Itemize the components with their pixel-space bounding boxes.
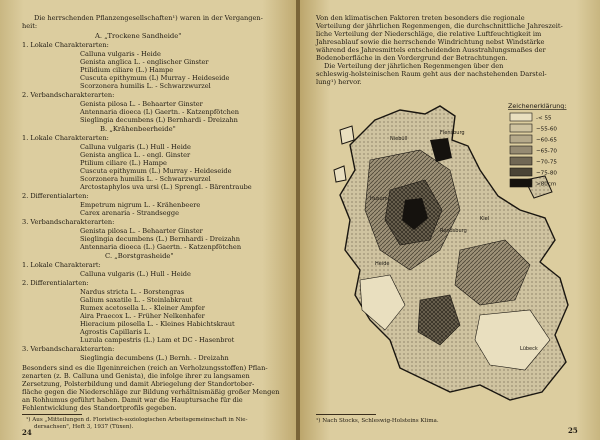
a1-heading: 1. Lokale Charakterarten: [22, 41, 109, 49]
a1-item: Genista anglica L. - englischer Ginster [80, 58, 209, 66]
paragraph-line: lung¹) hervor. [316, 78, 362, 86]
paragraph-line: Verteilung der jährlichen Regenmengen, die durchschnittliche Jahreszeit- [316, 22, 563, 30]
legend-swatch [510, 157, 532, 165]
page-number-left: 24 [22, 428, 32, 437]
b2-item: Empetrum nigrum L. - Krähenbeere [80, 201, 201, 209]
left-page [0, 0, 298, 440]
c3-heading: 3. Verbandscharakterarten: [22, 345, 115, 353]
legend-swatch [510, 135, 532, 143]
section-c-heading: C. „Borstgrasheide" [105, 252, 174, 260]
paragraph-line: Fehlentwicklung des Standortprofils gegeben. [22, 404, 177, 412]
paragraph-line: während des Jahresmittels entscheidenden Ausstrahlungsmaßes der [316, 46, 546, 54]
paragraph-line: liche Verteilung der Niederschläge, die relative Luftfeuchtigkeit im [316, 30, 542, 38]
legend-swatch [510, 168, 532, 176]
paragraph-line: Zersetzung, Polsterbildung und damit Abriegelung der Standortober- [22, 380, 255, 388]
b2-heading: 2. Differentialarten: [22, 192, 89, 200]
b1-item: Genista anglica L. - engl. Ginster [80, 151, 191, 159]
map-island [334, 166, 346, 182]
a1-item: Ptilidium ciliare (L.) Hampe [80, 66, 174, 74]
c2-item: Rumex acetosella L. - Kleiner Ampfer [80, 304, 205, 312]
intro-line-2: heit: [22, 22, 38, 30]
legend-label: >80cm [536, 181, 557, 188]
c1-heading: 1. Lokale Charakterart: [22, 261, 101, 269]
map-legend [508, 102, 567, 188]
legend-label: -< 55 [536, 115, 552, 122]
paragraph-line: zenarten (z. B. Calluna und Genista), die infolge ihrer zu langsamen [22, 372, 250, 380]
b3-item: Antennaria dioeca (L.) Gaertn. - Katzenpfötchen [80, 243, 242, 251]
footnote-line: ¹) Nach Stocks, Schleswig-Holsteins Klima. [316, 418, 439, 424]
map-label: Flensburg [440, 130, 465, 136]
b1-item: Calluna vulgaris (L.) Hull - Heide [80, 143, 191, 151]
map-island [340, 126, 354, 144]
map-label: Kiel [480, 216, 490, 222]
a2-item: Genista pilosa L. - Behaarter Ginster [80, 100, 203, 108]
legend-swatch [510, 124, 532, 132]
paragraph-line: fläche gegen die Niederschläge zur Bildung verhältnismäßig großer Mengen [22, 388, 280, 396]
c1-item: Calluna vulgaris (L.) Hull - Heide [80, 270, 191, 278]
c3-item: Sieglingia decumbens (L.) Bernh. - Dreizahn [80, 354, 229, 362]
footnote-rule [316, 414, 376, 415]
legend-label: ~75-80 [536, 170, 557, 177]
a2-item: Antennaria dioeca (L) Gaertn. - Katzenpfötchen [80, 108, 239, 116]
paragraph-line: Die Verteilung der jährlichen Regenmengen über den [324, 62, 504, 70]
page-number-right: 25 [568, 426, 578, 435]
paragraph-line: an Rohhumus geführt haben. Damit war die Hauptursache für die [22, 396, 243, 404]
c2-item: Nardus stricta L. - Borstengras [80, 288, 185, 296]
footnote-line: ¹) Aus „Mitteilungen d. Floristisch-soziologischen Arbeitsgemeinschaft in Nie- [26, 417, 248, 423]
a2-item: Sieglingia decumbens (L) Bernhardi - Dreizahn [80, 116, 238, 124]
legend-label: ~70-75 [536, 159, 557, 166]
a1-item: Calluna vulgaris - Heide [80, 50, 161, 58]
rainfall-map [330, 100, 580, 410]
footnote-line: dersachsen", Heft 3, 1937 (Tüxen). [34, 424, 134, 430]
a1-item: Scorzonera humilis L. - Schwarzwurzel [80, 82, 211, 90]
b1-item: Arctostaphylos uva ursi (L.) Sprengl. - Bärentraube [80, 183, 252, 191]
paragraph-line: Von den klimatischen Faktoren treten besonders die regionale [316, 14, 525, 22]
section-b-heading: B. „Krähenbeerheide" [100, 125, 176, 133]
c2-item: Galium saxatile L. - Steinlabkraut [80, 296, 193, 304]
legend-swatch [510, 113, 532, 121]
b1-item: Ptilium ciliare (L.) Hampe [80, 159, 167, 167]
b1-heading: 1. Lokale Charakterarten: [22, 134, 109, 142]
section-a-heading: A. „Trockene Sandheide" [95, 32, 182, 40]
legend-label: ~60-65 [536, 137, 557, 144]
map-label: Lübeck [520, 346, 538, 352]
map-label: Heide [375, 261, 390, 267]
paragraph-line: Besonders sind es die Ilgeninreichen (reich an Verholzungsstoffen) Pflan- [22, 364, 268, 372]
b3-item: Genista pilosa L. - Behaarter Ginster [80, 227, 203, 235]
legend-swatch [510, 146, 532, 154]
b1-item: Cuscuta epithymum (L.) Murray - Heideseide [80, 167, 232, 175]
legend-swatch [510, 179, 532, 187]
map-label: Husum [370, 196, 388, 202]
legend-label: ~55-60 [536, 126, 557, 133]
paragraph-line: schleswig-holsteinischen Raum geht aus der nachstehenden Darstel- [316, 70, 547, 78]
c2-item: Aira Praecox L. - Früher Nelkenhafer [80, 312, 205, 320]
legend-title: Zeichenerklärung: [508, 102, 567, 110]
b2-item: Carex arenaria - Strandsegge [80, 209, 179, 217]
legend-label: ~65-70 [536, 148, 557, 155]
c2-item: Hieracium pilosella L. - Kleines Habichtskraut [80, 320, 235, 328]
a2-heading: 2. Verbandscharakterarten: [22, 91, 115, 99]
map-label: Niebüll [390, 136, 408, 142]
c2-heading: 2. Differentialarten: [22, 279, 89, 287]
b3-item: Sieglingia decumbens (L.) Bernhardi - Dreizahn [80, 235, 241, 243]
a1-item: Cuscuta epithymum (L) Murray - Heideseide [80, 74, 230, 82]
intro-line: Die herrschenden Pflanzengesellschaften¹) waren in der Vergangen- [34, 14, 263, 22]
paragraph-line: Bodenoberfläche in den Vordergrund der Betrachtungen. [316, 54, 508, 62]
c2-item: Luzula campestris (L.) Lam et DC - Hasenbrot [80, 336, 235, 344]
footnote-rule [22, 414, 82, 415]
map-label: Rendsburg [440, 228, 467, 234]
b3-heading: 3. Verbandscharakterarten: [22, 218, 115, 226]
c2-item: Agrostis Capillaris L. [80, 328, 151, 336]
b1-item: Scorzonera humilis L. - Schwarzwurzel [80, 175, 211, 183]
paragraph-line: Jahresablauf sowie die herrschende Windrichtung nebst Windstärke [316, 38, 545, 46]
